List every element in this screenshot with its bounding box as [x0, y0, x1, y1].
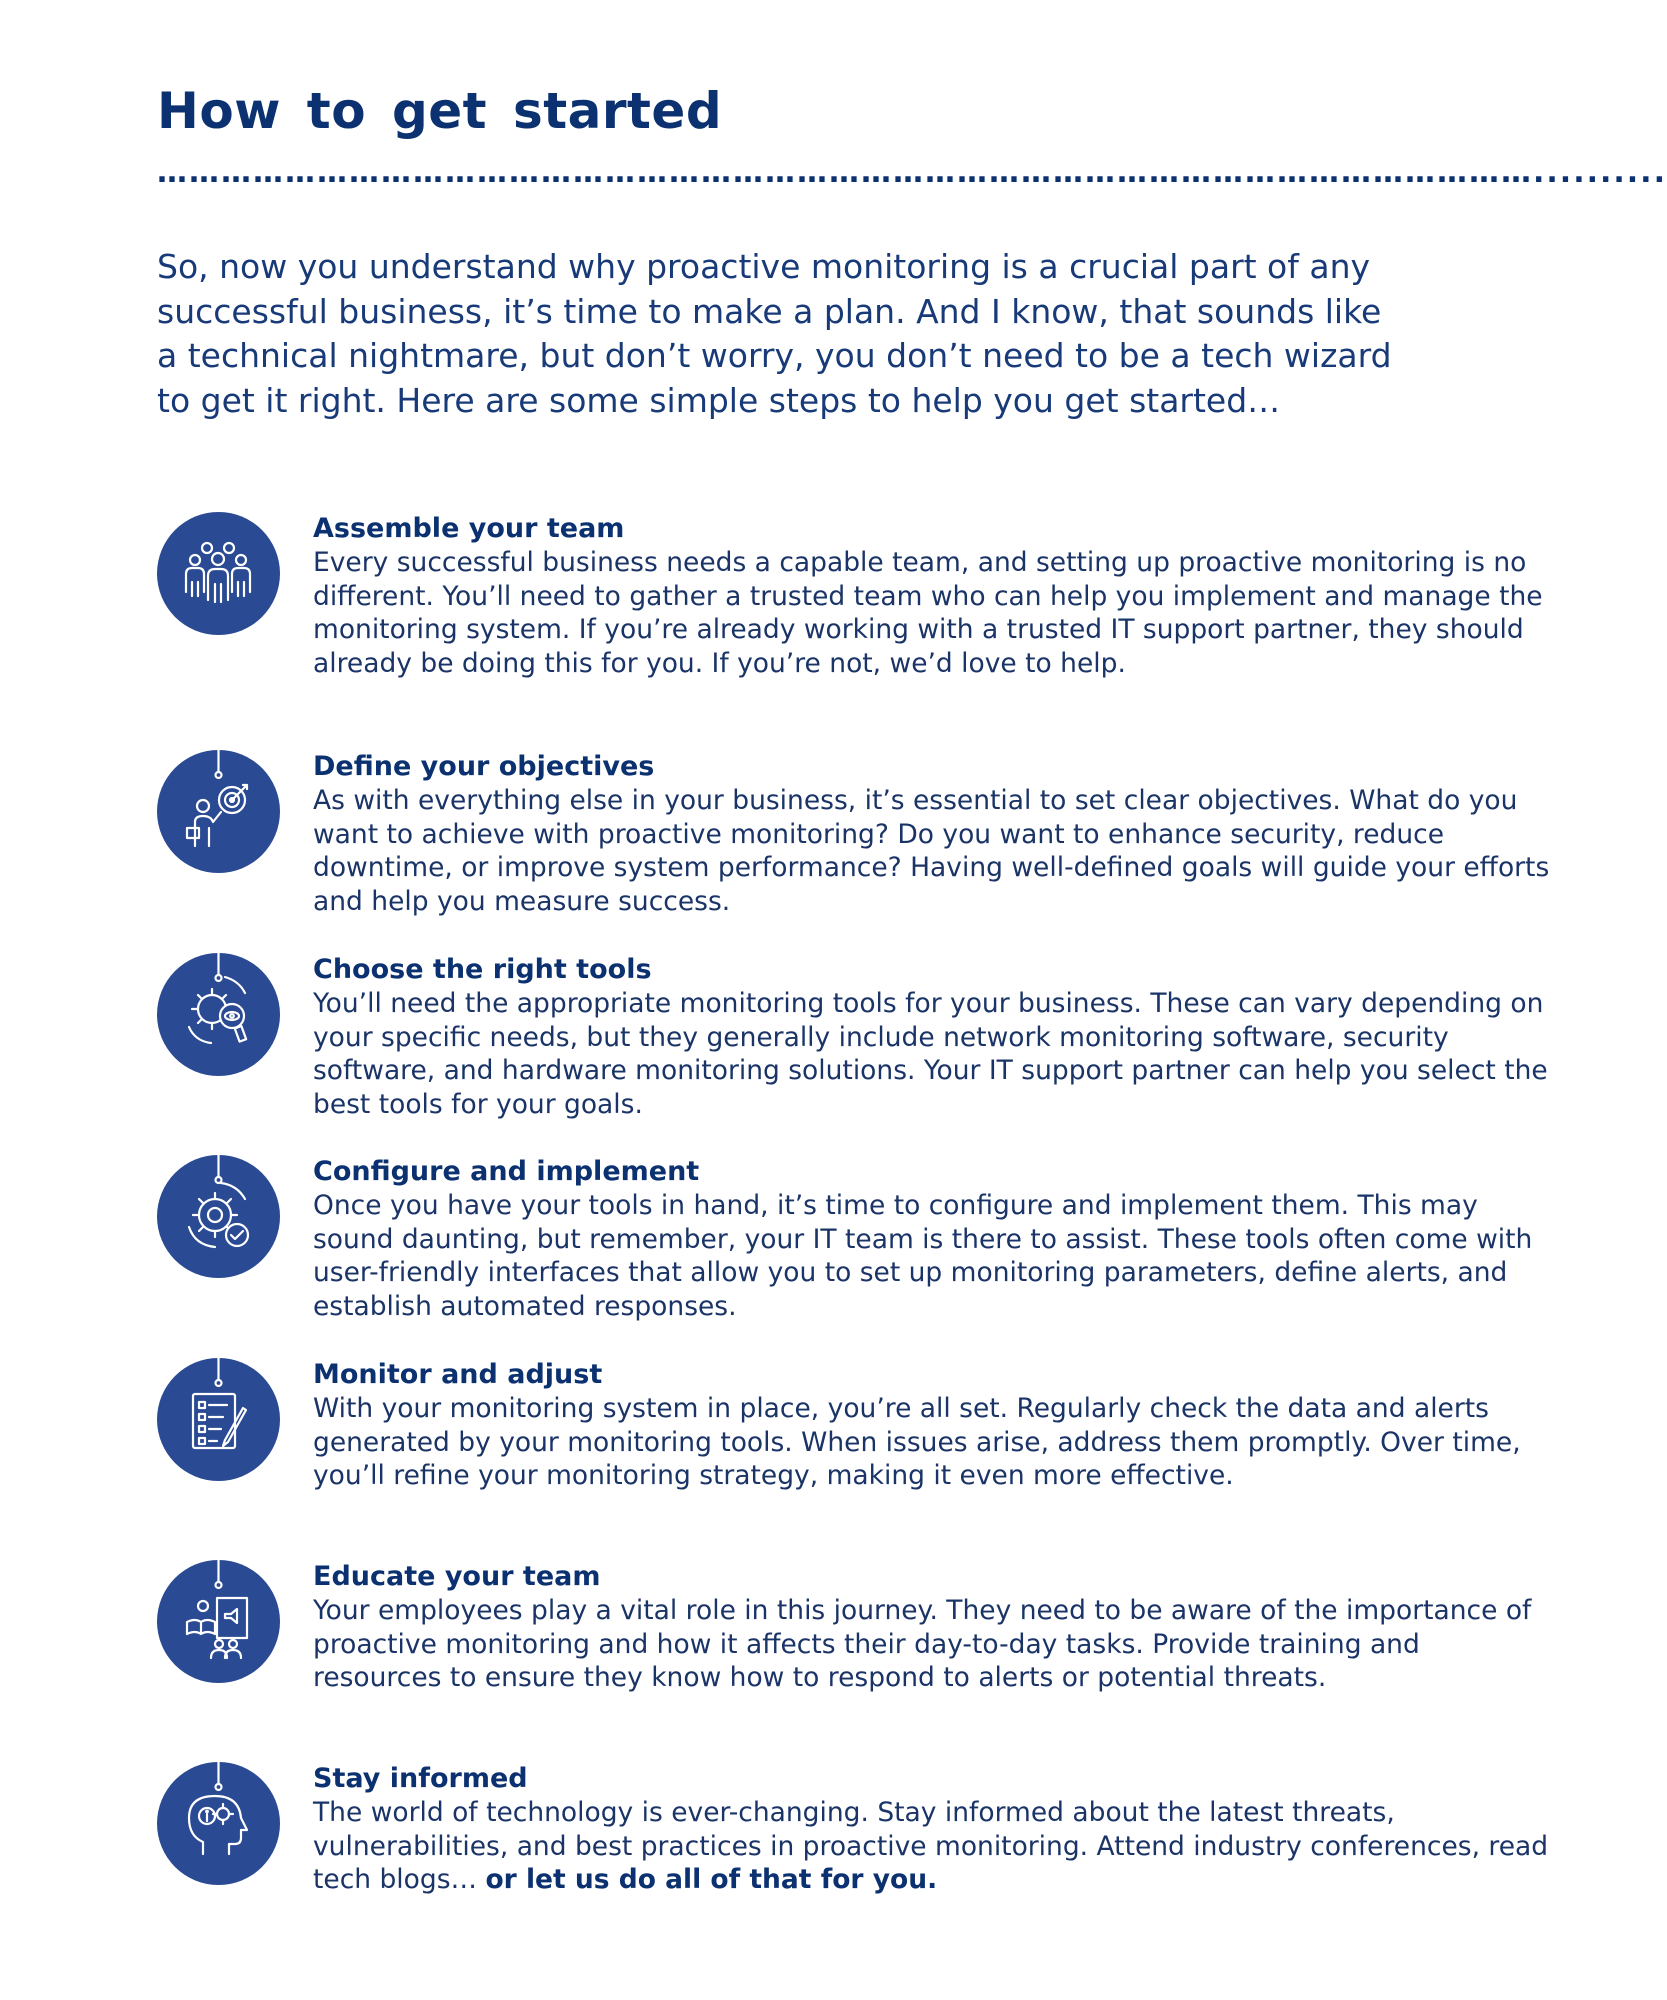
- step-title: Assemble your team: [313, 513, 625, 544]
- team-icon: [157, 512, 280, 635]
- step-define-objectives: [157, 750, 1550, 950]
- step-title: Stay informed: [313, 1763, 528, 1794]
- step-text: Every successful business needs a capable team, and setting up proactive monitoring is no different. You’ll need to gather a trusted team who can help you implement and manage the monitoring system. If you’re already working with a trusted IT support partner, they should already be doing this for you. If you’re not, we’d love to help.: [313, 547, 1543, 680]
- step-text: Your employees play a vital role in this journey. They need to be aware of the importance of proactive monitoring and how it affects their day-to-day tasks. Provide training and resources to ensure they know how to respond to alerts or potential threats.: [313, 1595, 1532, 1694]
- cta-text: or let us do all of that for you.: [485, 1864, 938, 1896]
- page-title: How to get started: [157, 82, 723, 140]
- step-text-body: The world of technology is ever-changing. Stay informed about the latest threats, vulnerabilities, and best practices in proactive monitoring. Attend industry conferences, read tech blogs…: [313, 1797, 1549, 1896]
- target-objectives-icon: [157, 750, 280, 873]
- step-assemble-team: [157, 512, 1543, 712]
- step-title: Configure and implement: [313, 1156, 700, 1187]
- step-title: Educate your team: [313, 1561, 601, 1592]
- step-title: Monitor and adjust: [313, 1359, 603, 1390]
- step-text: Once you have your tools in hand, it’s time to configure and implement them. This may sound daunting, but remember, your IT team is there to assist. These tools often come with user-friendly interfaces that allow you to set up monitoring parameters, define alerts, and establish automated responses.: [313, 1190, 1533, 1323]
- step-educate-team: [157, 1560, 1532, 1760]
- step-text: With your monitoring system in place, you’re all set. Regularly check the data and alerts generated by your monitoring tools. When issues arise, address them promptly. Over time, you’ll refine your monitoring strategy, making it even more effective.: [313, 1393, 1521, 1492]
- gear-magnifier-icon: [157, 953, 280, 1076]
- step-text: As with everything else in your business, it’s essential to set clear objectives. What do you want to achieve with proactive monitoring? Do you want to enhance security, reduce downtime, or improve system performance? Having well-defined goals will guide your efforts and help you measure success.: [313, 785, 1550, 918]
- head-info-icon: [157, 1762, 280, 1885]
- checklist-icon: [157, 1358, 280, 1481]
- gear-check-icon: [157, 1155, 280, 1278]
- step-text: [313, 1796, 1553, 1897]
- step-configure-implement: [157, 1155, 1533, 1355]
- step-title: Define your objectives: [313, 751, 655, 782]
- step-monitor-adjust: [157, 1358, 1521, 1558]
- training-icon: [157, 1560, 280, 1683]
- step-text: You’ll need the appropriate monitoring tools for your business. These can vary depending on your specific needs, but they generally include network monitoring software, security software, and hardware monitoring solutions. Your IT support partner can help you select the best tools for your goals.: [313, 988, 1548, 1121]
- dotted-divider: …………………………………………………………………………………………………………………..........: [157, 155, 1667, 190]
- intro-paragraph: So, now you understand why proactive monitoring is a crucial part of any successful business, it’s time to make a plan. And I know, that sounds like a technical nightmare, but don’t worry, you don’t need to be a tech wizard to get it right. Here are some simple steps to help you get started…: [157, 247, 1392, 420]
- step-stay-informed: [157, 1762, 1549, 1962]
- step-title: Choose the right tools: [313, 954, 652, 985]
- step-choose-tools: [157, 953, 1548, 1153]
